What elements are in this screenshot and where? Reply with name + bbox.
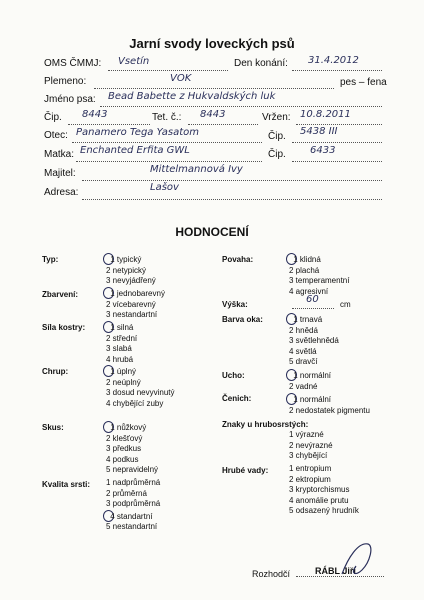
options-povaha[interactable] <box>289 253 349 297</box>
label-tet: Tet. č.: <box>152 112 182 123</box>
label-cip1: Čip. <box>44 112 62 123</box>
label-hrube-vady: Hrubé vady: <box>222 466 269 475</box>
option-zbarveni-1[interactable]: 1 jednobarevný <box>106 287 165 300</box>
option-sila-3[interactable]: 3 slabá <box>106 344 132 354</box>
value-vrzen[interactable]: 10.8.2011 <box>300 109 351 120</box>
option-oko-5[interactable]: 5 dravčí <box>289 357 318 367</box>
options-barva-oka[interactable] <box>289 313 339 368</box>
option-srst-3[interactable]: 3 podprůměrná <box>106 499 161 509</box>
value-den[interactable]: 31.4.2012 <box>308 55 359 66</box>
option-skus-1[interactable]: 1 nůžkový <box>106 421 158 434</box>
label-vyska: Výška: <box>222 300 248 309</box>
option-sila-1[interactable]: 1 silná <box>106 321 137 334</box>
label-oms: OMS ČMMJ: <box>44 58 102 69</box>
label-cip3: Čip. <box>268 149 286 160</box>
selection-circle-icon <box>103 421 114 433</box>
option-ucho-1[interactable]: 1 normální <box>289 369 331 382</box>
selection-circle-icon <box>286 393 297 405</box>
option-srst-2[interactable]: 2 průměrná <box>106 488 147 498</box>
label-sila-kostry: Síla kostry: <box>42 323 86 332</box>
option-skus-4[interactable]: 4 podkus <box>106 454 139 464</box>
label-otec: Otec: <box>44 130 68 141</box>
options-znaky[interactable] <box>289 430 333 462</box>
label-skus: Skus: <box>42 423 64 432</box>
value-adresa[interactable]: Lašov <box>150 182 179 193</box>
option-chrup-3[interactable]: 3 dosud nevyvinutý <box>106 388 175 398</box>
option-sila-2[interactable]: 2 střední <box>106 333 138 343</box>
option-znaky-1[interactable]: 1 výrazné <box>289 430 324 439</box>
option-znaky-2[interactable]: 2 nevýrazné <box>289 440 333 450</box>
value-plemeno[interactable]: VOK <box>170 73 192 84</box>
label-barva-oka: Barva oka: <box>222 315 263 324</box>
option-chrup-4[interactable]: 4 chybějící zuby <box>106 398 164 408</box>
value-oms[interactable]: Vsetín <box>118 56 150 67</box>
option-oko-2[interactable]: 2 hnědá <box>289 325 318 335</box>
options-sila-kostry[interactable] <box>106 321 137 365</box>
selection-circle-icon <box>286 369 297 381</box>
label-ucho: Ucho: <box>222 371 245 380</box>
option-vady-4[interactable]: 4 anomálie prutu <box>289 495 349 505</box>
option-typ-2[interactable]: 2 netypický <box>106 265 147 275</box>
label-den: Den konání: <box>234 58 288 69</box>
value-tet[interactable]: 8443 <box>200 109 226 120</box>
selection-circle-icon <box>286 253 297 265</box>
label-znaky: Znaky u hrubosrstých: <box>222 420 309 429</box>
value-cip2[interactable]: 5438 III <box>300 126 338 137</box>
option-vady-5[interactable]: 5 odsazený hrudník <box>289 506 359 516</box>
option-srst-5[interactable]: 5 nestandartní <box>106 522 158 532</box>
label-majitel: Majitel: <box>44 168 76 179</box>
option-povaha-1[interactable]: 1 klidná <box>289 253 349 266</box>
selection-circle-icon <box>286 313 297 325</box>
section-title: HODNOCENÍ <box>175 225 249 239</box>
value-vyska[interactable]: 60 <box>306 294 319 305</box>
value-matka[interactable]: Enchanted Erfita GWL <box>80 145 190 156</box>
option-oko-3[interactable]: 3 světlehnědá <box>289 336 339 346</box>
label-plemeno: Plemeno: <box>44 76 87 87</box>
option-povaha-2[interactable]: 2 plachá <box>289 265 320 275</box>
option-povaha-3[interactable]: 3 temperamentní <box>289 276 350 286</box>
option-oko-4[interactable]: 4 světlá <box>289 346 317 356</box>
selection-circle-icon <box>103 287 114 299</box>
option-srst-4[interactable]: 4 standartní <box>106 510 160 523</box>
option-srst-1[interactable]: 1 nadprůměrná <box>106 478 161 487</box>
label-cip2: Čip. <box>268 131 286 142</box>
option-typ-3[interactable]: 3 nevyjádřený <box>106 276 156 286</box>
value-otec[interactable]: Panamero Tega Yasatom <box>76 127 200 138</box>
option-vady-2[interactable]: 2 ektropium <box>289 474 331 484</box>
option-skus-2[interactable]: 2 klešťový <box>106 433 143 443</box>
label-rozhodci: Rozhodčí <box>252 569 291 579</box>
form-title: Jarní svody loveckých psů <box>129 36 295 51</box>
option-skus-5[interactable]: 5 nepravidelný <box>106 465 159 475</box>
label-kvalita-srsti: Kvalita srsti: <box>42 480 91 489</box>
signature-mark <box>334 536 378 580</box>
judge-name: RÁBL Jiří <box>315 566 356 576</box>
options-zbarveni[interactable] <box>106 287 165 321</box>
label-zbarveni: Zbarvení: <box>42 290 79 299</box>
option-vady-1[interactable]: 1 entropium <box>289 464 332 473</box>
label-cenich: Čenich: <box>222 394 252 403</box>
value-cip1[interactable]: 8443 <box>82 109 108 120</box>
options-ucho[interactable] <box>289 369 331 392</box>
option-zbarveni-3[interactable]: 3 nestandartní <box>106 310 158 320</box>
options-typ[interactable] <box>106 253 156 287</box>
options-chrup[interactable] <box>106 365 175 409</box>
selection-circle-icon <box>103 321 114 333</box>
option-chrup-2[interactable]: 2 neúplný <box>106 377 141 387</box>
selection-circle-icon <box>103 365 114 377</box>
label-jmeno: Jméno psa: <box>44 94 96 105</box>
label-vrzen: Vržen: <box>262 112 291 123</box>
option-cenich-1[interactable]: 1 normální <box>289 393 370 406</box>
label-typ: Typ: <box>42 255 59 264</box>
value-cip3[interactable]: 6433 <box>310 145 336 156</box>
option-typ-1[interactable]: 1 typický <box>106 253 156 266</box>
option-znaky-3[interactable]: 3 chybějící <box>289 451 328 461</box>
option-sila-4[interactable]: 4 hrubá <box>106 354 134 364</box>
label-chrup: Chrup: <box>42 367 69 376</box>
option-skus-3[interactable]: 3 předkus <box>106 444 142 454</box>
value-jmeno[interactable]: Bead Babette z Hukvaldských luk <box>108 91 276 102</box>
option-vady-3[interactable]: 3 kryptorchismus <box>289 485 350 495</box>
value-majitel[interactable]: Mittelmannová Ivy <box>150 164 243 175</box>
option-cenich-2[interactable]: 2 nedostatek pigmentu <box>289 405 370 415</box>
unit-vyska: cm <box>340 300 351 309</box>
label-matka: Matka: <box>44 149 75 160</box>
options-cenich[interactable] <box>289 393 370 416</box>
option-chrup-1[interactable]: 1 úplný <box>106 365 175 378</box>
option-zbarveni-2[interactable]: 2 vícebarevný <box>106 299 156 309</box>
label-povaha: Povaha: <box>222 255 254 264</box>
option-ucho-2[interactable]: 2 vadné <box>289 381 318 391</box>
selection-circle-icon <box>103 253 114 265</box>
selection-circle-icon <box>103 510 114 522</box>
options-kvalita-srsti[interactable] <box>106 478 160 533</box>
label-adresa: Adresa: <box>44 187 79 198</box>
option-povaha-4[interactable]: 4 agresivní <box>289 286 329 296</box>
option-oko-1[interactable]: 1 trnavá <box>289 313 339 326</box>
options-skus[interactable] <box>106 421 158 476</box>
options-hrube-vady[interactable] <box>289 464 359 517</box>
plemeno-suffix: pes – fena <box>340 77 387 88</box>
